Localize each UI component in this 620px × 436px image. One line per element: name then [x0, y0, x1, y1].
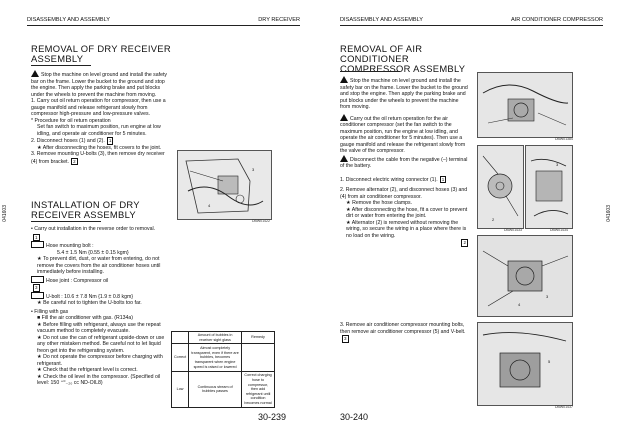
- left-header: [27, 17, 300, 26]
- install-step: • Carry out installation in the reverse order to removal.: [31, 226, 156, 232]
- removal-text: Stop the machine on level ground and install the safety bar on the frame. Lower the bucket to the ground and stop the engine. Then apply the parking brake and put blocks under the wheels to prevent the machine from moving. 1. Carry out oil return operation for compressor, then use a gauge manifold and release refrigerant slowly from compressor high-pressure and low-pressure valves. * Procedure for oil return operation Set fan switch to maximum position, run engine at low idling, and operate air conditioner for 5 minutes. 2. Disconnect hoses (1) and (2). 1 ★ After disconnecting the hoses, fit covers to the joint. 3. Remove mounting U-bolts (3), then remove dry receiver (4) from bracket. 2: [31, 72, 168, 165]
- right-page-number: 30-240: [340, 412, 369, 422]
- compressor-figure-1: [477, 72, 573, 138]
- dry-receiver-drawing: [178, 151, 271, 219]
- table-row-label: Correct: [172, 344, 189, 372]
- table-row-label: Low: [172, 372, 189, 407]
- compressor-figure-2: [477, 145, 524, 229]
- note: ★ Remove the hose clamps.: [346, 200, 413, 206]
- tag-3: 3: [344, 336, 347, 341]
- left-header-section: DISASSEMBLY AND ASSEMBLY: [27, 17, 111, 23]
- hose-value: 5.4 ± 1.5 Nm {0.55 ± 0.15 kgm}: [57, 249, 129, 256]
- step-2: 2. Remove alternator (2), and disconnect hoses (3) and (4) from air conditioner compressor.: [340, 187, 468, 200]
- gas-item: ★ Check the oil level in the compressor. (Specified oil level: 150 ⁺⁰₋₂₀ cc ND-OIL8): [37, 373, 161, 387]
- left-page-number: 30-239: [258, 412, 287, 422]
- install-tag-3: 3: [35, 285, 38, 291]
- tag-1: 1: [108, 138, 112, 143]
- warning-triangle-icon: [31, 70, 39, 77]
- fig1-id: DBW01422: [252, 219, 270, 223]
- compressor-underline: [340, 71, 400, 72]
- step-1: 1. Carry out oil return operation for compressor, then use a gauge manifold and release refrigerant slowly from compressor high-pressure and low-pressure valves.: [31, 98, 166, 117]
- fig-id: DBW01434: [550, 228, 568, 232]
- fig-id: DBW01433: [504, 228, 522, 232]
- table-cell: Almost completely transparent, even if there are bubbles, becomes transparent when engine speed is raised or lowered: [189, 344, 242, 372]
- gas-item: ★ Do not operate the compressor before charging with refrigerant.: [37, 354, 163, 367]
- compressor-title: REMOVAL OF AIR CONDITIONER COMPRESSOR ASSEMBLY: [340, 43, 466, 74]
- svg-text:4: 4: [208, 203, 211, 208]
- install-tag-1: 1: [35, 234, 38, 240]
- compressor-warnings: [340, 76, 468, 183]
- step-1: 1. Disconnect electric wiring connector (1). 1: [340, 176, 445, 183]
- hose-label: Hose mounting bolt :: [46, 243, 94, 250]
- wrench-torque-icon: [31, 241, 44, 248]
- compressor-step2: [340, 187, 468, 247]
- right-page: [310, 0, 610, 436]
- compressor-step3: [340, 322, 468, 343]
- install-title: INSTALLATION OF DRY RECEIVER ASSEMBLY: [31, 199, 140, 220]
- right-side-code: 041603: [606, 205, 612, 222]
- gas-list: [31, 315, 169, 387]
- procedure-text: Set fan switch to maximum position, run engine at low idling, and operate air conditioner for 5 minutes.: [37, 124, 161, 137]
- svg-text:3: 3: [252, 167, 255, 172]
- warning-2: Carry out the oil return operation for the air conditioner compressor (set the fan switch to the maximum position, run the engine at low idling, and operate the air conditioner for 5 minutes). Then use a gauge manifold and release the refrigerant slowly from the valve of the compressor.: [340, 115, 466, 154]
- tag-2: 2: [463, 240, 466, 245]
- ubolt-note: ★ Be careful not to tighten the U-bolts too far.: [37, 300, 142, 307]
- table-header-remedy: Remedy: [242, 332, 275, 344]
- step-2: 2. Disconnect hoses (1) and (2). 1: [31, 138, 112, 144]
- svg-text:3: 3: [556, 162, 559, 167]
- svg-text:4: 4: [518, 302, 521, 307]
- svg-text:3: 3: [546, 294, 549, 299]
- dry-receiver-figure: [177, 150, 272, 220]
- step-3: 3. Remove mounting U-bolts (3), then remove dry receiver (4) from bracket. 2: [31, 151, 165, 165]
- tag-2: 2: [73, 158, 76, 164]
- warning-triangle-icon: [340, 76, 348, 83]
- tag-1: 1: [441, 176, 445, 182]
- fig-id: DBW01384: [555, 137, 573, 141]
- install-text: [31, 226, 169, 387]
- removal-title: REMOVAL OF DRY RECEIVER ASSEMBLY: [31, 43, 171, 64]
- step-2-notes: [340, 200, 468, 239]
- step-3: 3. Remove air conditioner compressor mounting bolts, then remove air conditioner compressor (5) and V-belt.3: [340, 322, 466, 341]
- warning-triangle-icon: [340, 155, 348, 162]
- gas-item: ■ Fill the air conditioner with gas. (R134a): [37, 315, 133, 322]
- right-header-topic: AIR CONDITIONER COMPRESSOR: [511, 17, 603, 23]
- left-side-code: 041603: [2, 205, 8, 222]
- install-underline: [31, 221, 101, 222]
- table-cell: [242, 344, 275, 372]
- svg-text:5: 5: [548, 359, 551, 364]
- step-2-note: ★ After disconnecting the hoses, fit covers to the joint.: [37, 144, 162, 151]
- gas-item: ★ Check that the refrigerant level is correct.: [37, 367, 138, 374]
- right-header: [340, 17, 603, 26]
- procedure-title: * Procedure for oil return operation: [31, 117, 111, 124]
- wrench-torque-icon-2: [31, 292, 44, 299]
- hose-joint: Hose joint : Compressor oil: [46, 277, 109, 284]
- table-cell: Correct charging hose to compressor, then add refrigerant until condition becomes normal: [242, 372, 275, 407]
- compressor-figure-4: [477, 235, 573, 317]
- compressor-figure-5: [477, 322, 573, 406]
- table-header-amount: Amount of bubbles in receiver sight glass: [189, 332, 242, 344]
- right-header-section: DISASSEMBLY AND ASSEMBLY: [340, 17, 424, 23]
- ubolt-spec: U-bolt : 10.6 ± 7.8 Nm {1.9 ± 0.8 kgm}: [46, 293, 134, 300]
- gas-title: • Filling with gas: [31, 308, 69, 315]
- oil-can-icon: [31, 276, 44, 283]
- left-page: [0, 0, 300, 436]
- gas-item: ★ Before filling with refrigerant, always use the repeat vacuum method to completely evacuate.: [37, 321, 161, 335]
- note: ★ Alternator (2) is removed without removing the wiring, so secure the wiring in a place where there is no load on the wiring.: [346, 219, 467, 239]
- fig-id: DBW01437: [555, 405, 573, 409]
- note: ★ After disconnecting the hose, fit a cover to prevent dirt or water from entering the joint.: [346, 206, 468, 219]
- title-underline: [31, 65, 91, 66]
- compressor-figure-3: [525, 145, 573, 229]
- left-header-topic: DRY RECEIVER: [258, 17, 300, 23]
- sight-glass-table: [171, 331, 275, 408]
- table-cell: Continuous stream of bubbles passes: [189, 372, 242, 407]
- hose-note: ★ To prevent dirt, dust, or water from entering, do not remove the covers from the air conditioner hoses until immediately before installing.: [37, 256, 161, 276]
- warning-1: Stop the machine on level ground and install the safety bar on the frame. Lower the bucket to the ground and stop the engine. Then apply the parking brake and put blocks under the wheels to prevent the machine from moving.: [340, 78, 468, 110]
- gas-item: ★ Do not use the can of refrigerant upside-down or use any other mistaken method. Be careful not to let liquid freon get into the refrigerating system.: [37, 334, 165, 354]
- warning-triangle-icon: [340, 114, 348, 121]
- warning-3: Disconnect the cable from the negative (–) terminal of the battery.: [340, 156, 468, 169]
- svg-text:2: 2: [492, 217, 495, 222]
